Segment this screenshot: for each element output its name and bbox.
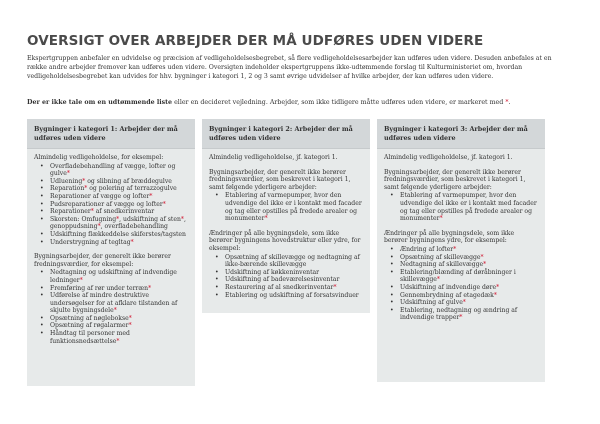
item-text: af snedkerinventar — [93, 208, 155, 216]
star-marker: * — [436, 276, 440, 284]
list-item — [225, 192, 363, 222]
star-marker: * — [148, 284, 152, 292]
star-marker: * — [483, 261, 487, 269]
item-text: Opsætning af skillevægge og nedtagning af ikke-bærende skillevægge — [225, 253, 360, 269]
list-item — [50, 185, 188, 193]
group-intro: Ændringer på alle bygningsdele, som ikke berører bygningens ydre, for eksempel: — [384, 229, 515, 245]
item-text: Ændring af lofter — [400, 245, 454, 253]
list-item — [50, 208, 188, 216]
item-text: Udskiftning af badeværelsesinventar — [225, 276, 340, 284]
star-marker: * — [116, 337, 120, 345]
note-text: eller en decideret vejledning. Arbejder, som ikke tidligere måtte udføres uden videre, er markeret med — [172, 99, 506, 106]
item-text: Etablering/blænding af døråbninger i skillevægge — [400, 268, 516, 284]
page-title: OVERSIGT OVER ARBEJDER DER MÅ UDFØRES UDEN VIDERE — [27, 33, 484, 49]
item-text: Gennembrydning af etagedæk — [400, 291, 494, 299]
column-heading: Bygninger i kategori 1: Arbejder der må udføres uden videre — [27, 119, 195, 149]
list-item — [50, 216, 188, 231]
category-1-column — [27, 119, 195, 386]
note-bold: Der er ikke tale om en udtømmende liste — [27, 99, 173, 106]
column-heading: Bygninger i kategori 3: Arbejder der må udføres uden videre — [377, 119, 545, 149]
item-text: Opsætning af nøglebokse — [50, 314, 129, 322]
note-end: . — [508, 99, 511, 106]
item-text: Udskiftning af indvendige døre — [400, 283, 497, 291]
item-text: Reparationer — [50, 208, 91, 216]
star-marker: * — [90, 208, 94, 216]
list-item — [400, 292, 538, 300]
list-item — [50, 315, 188, 323]
item-text: Etablering af varmepumper, hvor den udvendige del ikke er i kontakt med facader og tag eller opstilles på fredede arealer og monumenter — [225, 192, 362, 223]
bullet-list — [209, 254, 363, 300]
item-text: Nedtagning og udskiftning af indvendige ledninger — [50, 269, 177, 284]
item-text: Reparation — [50, 185, 85, 193]
star-marker: * — [493, 291, 497, 299]
spacer — [209, 162, 363, 169]
group-intro: Bygningsarbejder, der generelt ikke berører fredningsværdier, for eksempel: — [34, 253, 171, 268]
list-item — [400, 269, 538, 284]
bullet-list — [34, 163, 188, 247]
group-intro: Almindelig vedligeholdelse, jf. kategori 1. — [209, 154, 338, 161]
column-body — [27, 149, 195, 351]
group-intro: Bygningsarbejder, der generelt ikke berører fredningsværdier, som beskrevet i kategori 1, samt følgende yderligere arbejder: — [209, 168, 351, 191]
item-text: Reparationer af vægge og lofter — [50, 192, 150, 200]
star-marker: * — [66, 170, 70, 178]
intro-paragraph — [27, 54, 579, 81]
star-marker: * — [113, 307, 117, 315]
category-3-column — [377, 119, 545, 382]
star-marker: * — [453, 245, 457, 253]
star-marker: * — [149, 192, 153, 200]
group-intro: Bygningsarbejder, der generelt ikke berører fredningsværdier, som beskrevet i kategori 1, samt følgende yderligere arbejder: — [384, 168, 526, 191]
star-marker: * — [162, 200, 166, 208]
star-marker: * — [116, 215, 120, 223]
list-item — [400, 307, 538, 322]
list-item — [50, 193, 188, 201]
list-item — [50, 231, 188, 239]
list-item — [225, 284, 363, 292]
list-item — [400, 246, 538, 254]
list-item — [225, 254, 363, 269]
star-marker: * — [130, 238, 134, 246]
category-2-column — [202, 119, 370, 313]
column-body — [202, 149, 370, 305]
item-text: og polering af terrazzogulve — [87, 185, 177, 193]
star-marker: * — [82, 177, 86, 185]
item-text: Etablering, nedtagning og ændring af indvendige trapper — [400, 306, 518, 322]
item-text: Udskiftning af køkkeninventar — [225, 268, 320, 276]
item-text: Opsætning af røgalarmer — [50, 322, 129, 330]
star-marker: * — [84, 185, 88, 193]
list-item — [50, 269, 188, 284]
list-item — [225, 276, 363, 284]
list-item — [50, 292, 188, 315]
item-text: Etablering og udskiftning af forsatsvinduer — [225, 291, 359, 299]
item-text: Udskiftning af gulve — [400, 299, 463, 307]
list-item — [50, 163, 188, 178]
item-text: , udskiftning af sten — [119, 215, 181, 223]
star-marker: * — [264, 215, 268, 223]
star-marker: * — [439, 215, 443, 223]
item-text: Skorsten: Omfugning — [50, 215, 117, 223]
group-intro: Ændringer på alle bygningsdele, som ikke berører bygningens hovedstruktur eller ydre, for eksempel: — [209, 229, 361, 252]
star-marker: * — [128, 322, 132, 330]
list-item — [225, 269, 363, 277]
list-item — [400, 261, 538, 269]
list-item — [50, 239, 188, 247]
item-text: Fremføring af rør under terræn — [50, 284, 149, 292]
star-marker: * — [462, 299, 466, 307]
item-text: Opsætning af skillevægge — [400, 253, 481, 261]
spacer — [384, 162, 538, 169]
star-marker: * — [480, 253, 484, 261]
group-intro: Almindelig vedligeholdelse, for eksempel: — [34, 154, 164, 161]
intro-line: Ekspertgruppen anbefaler en udvidelse og præcision af vedligeholdelsesbegrebet, så flere vedligeholdelsesarbejder kan udføres uden videre. Desuden anbefales at en — [27, 55, 552, 62]
star-marker: * — [496, 283, 500, 291]
group-intro: Almindelig vedligeholdelse, jf. kategori 1. — [384, 154, 513, 161]
star-marker: * — [128, 314, 132, 322]
item-text: Restaurering af al snedkerinventar — [225, 283, 334, 291]
item-text: Pudsreparationer af vægge og lofter — [50, 200, 163, 208]
item-text: Overfladebehandling af vægge, lofter og gulve — [50, 162, 176, 178]
star-marker: * — [505, 99, 509, 106]
bullet-list — [384, 192, 538, 222]
item-text: Understrygning af tegltag — [50, 238, 131, 246]
spacer — [209, 223, 363, 230]
star-marker: * — [97, 223, 101, 231]
item-text: Udskiftning flækkeddelse skiferstes/tagsten — [50, 230, 186, 238]
list-item — [225, 292, 363, 300]
list-item — [50, 330, 188, 345]
spacer — [384, 223, 538, 230]
disclaimer-note — [27, 98, 579, 107]
list-item — [400, 299, 538, 307]
column-heading: Bygninger i kategori 2: Arbejder der må udføres uden videre — [202, 119, 370, 149]
intro-line: vedligeholdelsesbegrebet kan udvides for hhv. bygninger i kategori 1, 2 og 3 samt øvrige udvidelser af hvilke arbejder, der kan udføres uden videre. — [27, 73, 494, 80]
bullet-list — [209, 192, 363, 222]
column-body — [377, 149, 545, 328]
item-text: , genoppudsning — [50, 215, 186, 231]
star-marker: * — [459, 314, 463, 322]
item-text: Nedtagning af skillevægge — [400, 261, 484, 269]
spacer — [34, 246, 188, 253]
item-text: Håndtag til personer med funktionsnedsættelse — [50, 330, 130, 345]
list-item — [400, 192, 538, 222]
item-text: Etablering af varmepumper, hvor den udvendige del ikke er i kontakt med facader og tag eller opstilles på fredede arealer og monumenter — [400, 192, 537, 223]
bullet-list — [34, 269, 188, 345]
item-text: Udførelse af mindre destruktive undersøgelser for at afklare tilstanden af skjulte bygningsdele — [50, 292, 178, 315]
item-text: og slibning af bræddegulve — [85, 177, 172, 185]
item-text: , overfladebehandling — [100, 223, 168, 231]
list-item — [400, 284, 538, 292]
star-marker: * — [333, 283, 337, 291]
list-item — [400, 254, 538, 262]
bullet-list — [384, 246, 538, 322]
item-text: Udluening — [50, 177, 83, 185]
star-marker: * — [79, 276, 83, 284]
star-marker: * — [180, 215, 184, 223]
list-item — [50, 285, 188, 293]
list-item — [50, 322, 188, 330]
intro-line: række andre arbejder fremover kan udføres uden videre. Oversigten indeholder ekspertgruppens ikke-udtømmende forslag til Kulturministeriet om, hvordan — [27, 64, 523, 71]
list-item — [50, 201, 188, 209]
list-item — [50, 178, 188, 186]
